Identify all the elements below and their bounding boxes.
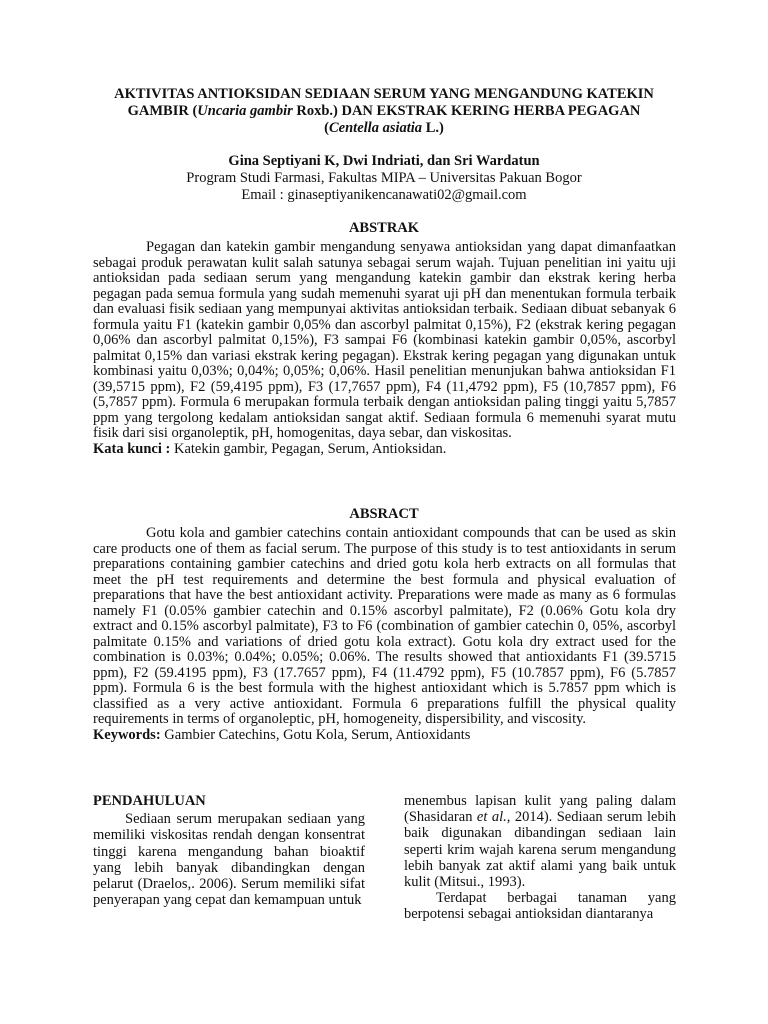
abstrak-keywords-text: Katekin gambir, Pegagan, Serum, Antioksidan. bbox=[170, 440, 447, 457]
title-line-3-post: L.) bbox=[422, 120, 444, 136]
abstrak-section bbox=[93, 240, 676, 457]
pendahuluan-column-right bbox=[404, 793, 676, 923]
abstract-keywords-text: Gambier Catechins, Gotu Kola, Serum, Antioxidants bbox=[160, 726, 471, 743]
abstract-keywords-label: Keywords: bbox=[93, 726, 161, 743]
abstrak-heading: ABSTRAK bbox=[348, 220, 420, 236]
title-line-2-post: Roxb.) DAN EKSTRAK KERING HERBA PEGAGAN bbox=[292, 103, 641, 119]
abstract-body: Gotu kola and gambier catechins contain antioxidant compounds that can be used as skin care products one of them as facial serum. The purpose of this study is to test antioxidants in serum preparations containing gambier catechins and dried gotu kola herb extracts on all formulas that meet the pH test requirements and determine the best formula and physical evaluation of preparations that have the best antioxidant activity. Preparations were made as many as 6 formulas namely F1 (0.05% gambier catechin and 0.15% ascorbyl palmitate), F2 (0.06% Gotu kola dry extract and 0.15% ascorbyl palmitate), F3 to F6 (combination of gambier catechin 0, 05%, ascorbyl palmitate 0.15% and variations of dried gotu kola extract). Gotu kola dry extract used for the combination is 0.03%; 0.04%; 0.05%; 0.06%. The results showed that antioxidants F1 (39.5715 ppm), F2 (59.4195 ppm), F3 (17.7657 ppm), F4 (11.4792 ppm), F5 (10.7857 ppm), F6 (5.7857 ppm). Formula 6 is the best formula with the highest antioxidant which is 5.7857 ppm which is classified as a very active antioxidant. Formula 6 preparations fulfill the physical quality requirements in terms of organoleptic, pH, homogeneity, dispersibility, and viscosity. bbox=[93, 525, 676, 727]
title-line-3 bbox=[80, 120, 688, 137]
title-line-3-species: Centella asiatia bbox=[329, 120, 423, 136]
abstract-keywords bbox=[93, 728, 676, 744]
abstrak-keywords bbox=[93, 442, 676, 458]
pendahuluan-heading: PENDAHULUAN bbox=[93, 793, 206, 809]
abstract-heading: ABSRACT bbox=[349, 506, 419, 522]
pendahuluan-paragraph-1-cont bbox=[404, 793, 676, 890]
pendahuluan-cont-etal: et al., bbox=[476, 809, 511, 826]
paper-title bbox=[80, 86, 688, 137]
title-line-2 bbox=[80, 103, 688, 120]
author-affiliation: Program Studi Farmasi, Fakultas MIPA – Universitas Pakuan Bogor bbox=[186, 170, 582, 186]
title-line-1: AKTIVITAS ANTIOKSIDAN SEDIAAN SERUM YANG MENGANDUNG KATEKIN bbox=[114, 86, 654, 102]
pendahuluan-column-left bbox=[93, 793, 365, 908]
pendahuluan-cont-post: 2014). Sediaan serum lebih baik digunakan dibandingan sediaan lain seperti krim wajah karena serum mengandung lebih banyak zat aktif alami yang baik untuk kulit (Mitsui., 1993). bbox=[404, 809, 676, 891]
abstrak-body: Pegagan dan katekin gambir mengandung senyawa antioksidan yang dapat dimanfaatkan sebagai produk perawatan kulit salah satunya sebagai serum wajah. Tujuan penelitian ini yaitu uji antioksidan pada sediaan serum yang mengandung katekin gambir dan ekstrak kering herba pegagan pada semua formula yang sudah memenuhi syarat uji pH dan menentukan formula terbaik dan evaluasi fisik sediaan yang mempunyai aktivitas antioksidan terbaik. Sediaan dibuat sebanyak 6 formula yaitu F1 (katekin gambir 0,05% dan ascorbyl palmitat 0,15%), F2 (ekstrak kering pegagan 0,06% dan ascorbyl palmitat 0,15%), F3 sampai F6 (kombinasi katekin gambir 0,05%, ascorbyl palmitat 0,15% dan variasi ekstrak kering pegagan). Ekstrak kering pegagan yang digunakan untuk kombinasi yaitu 0,03%; 0,04%; 0,05%; 0,06%. Hasil penelitian menunjukan bahwa antioksidan F1 (39,5715 ppm), F2 (59,4195 ppm), F3 (17,7657 ppm), F4 (11,4792 ppm), F5 (10,7857 ppm), F6 (5,7857 ppm). Formula 6 merupakan formula terbaik dengan antioksidan paling tinggi yaitu 5,7857 ppm yang tergolong kedalam antioksidan sangat aktif. Sediaan formula 6 memenuhi syarat mutu fisik dari sisi organoleptik, pH, homogenitas, daya sebar, dan viskositas. bbox=[93, 239, 676, 441]
title-line-2-pre: GAMBIR ( bbox=[127, 103, 198, 119]
author-names: Gina Septiyani K, Dwi Indriati, dan Sri Wardatun bbox=[228, 153, 540, 169]
author-block bbox=[80, 153, 688, 204]
title-line-2-species: Uncaria gambir bbox=[197, 103, 293, 119]
pendahuluan-cont-pre: menembus lapisan kulit yang paling dalam (Shasidaran bbox=[404, 793, 676, 826]
abstract-section bbox=[93, 526, 676, 743]
pendahuluan-paragraph-2: Terdapat berbagai tanaman yang berpotensi sebagai antioksidan diantaranya bbox=[404, 890, 676, 923]
abstrak-keywords-label: Kata kunci : bbox=[93, 440, 171, 457]
author-email: Email : ginaseptiyanikencanawati02@gmail.com bbox=[241, 187, 527, 203]
title-line-3-pre: ( bbox=[324, 120, 330, 136]
pendahuluan-paragraph-1: Sediaan serum merupakan sediaan yang memiliki viskositas rendah dengan konsentrat tinggi karena mengandung bahan bioaktif yang lebih banyak dibandingkan dengan pelarut (Draelos,. 2006). Serum memiliki sifat penyerapan yang cepat dan kemampuan untuk bbox=[93, 811, 365, 909]
